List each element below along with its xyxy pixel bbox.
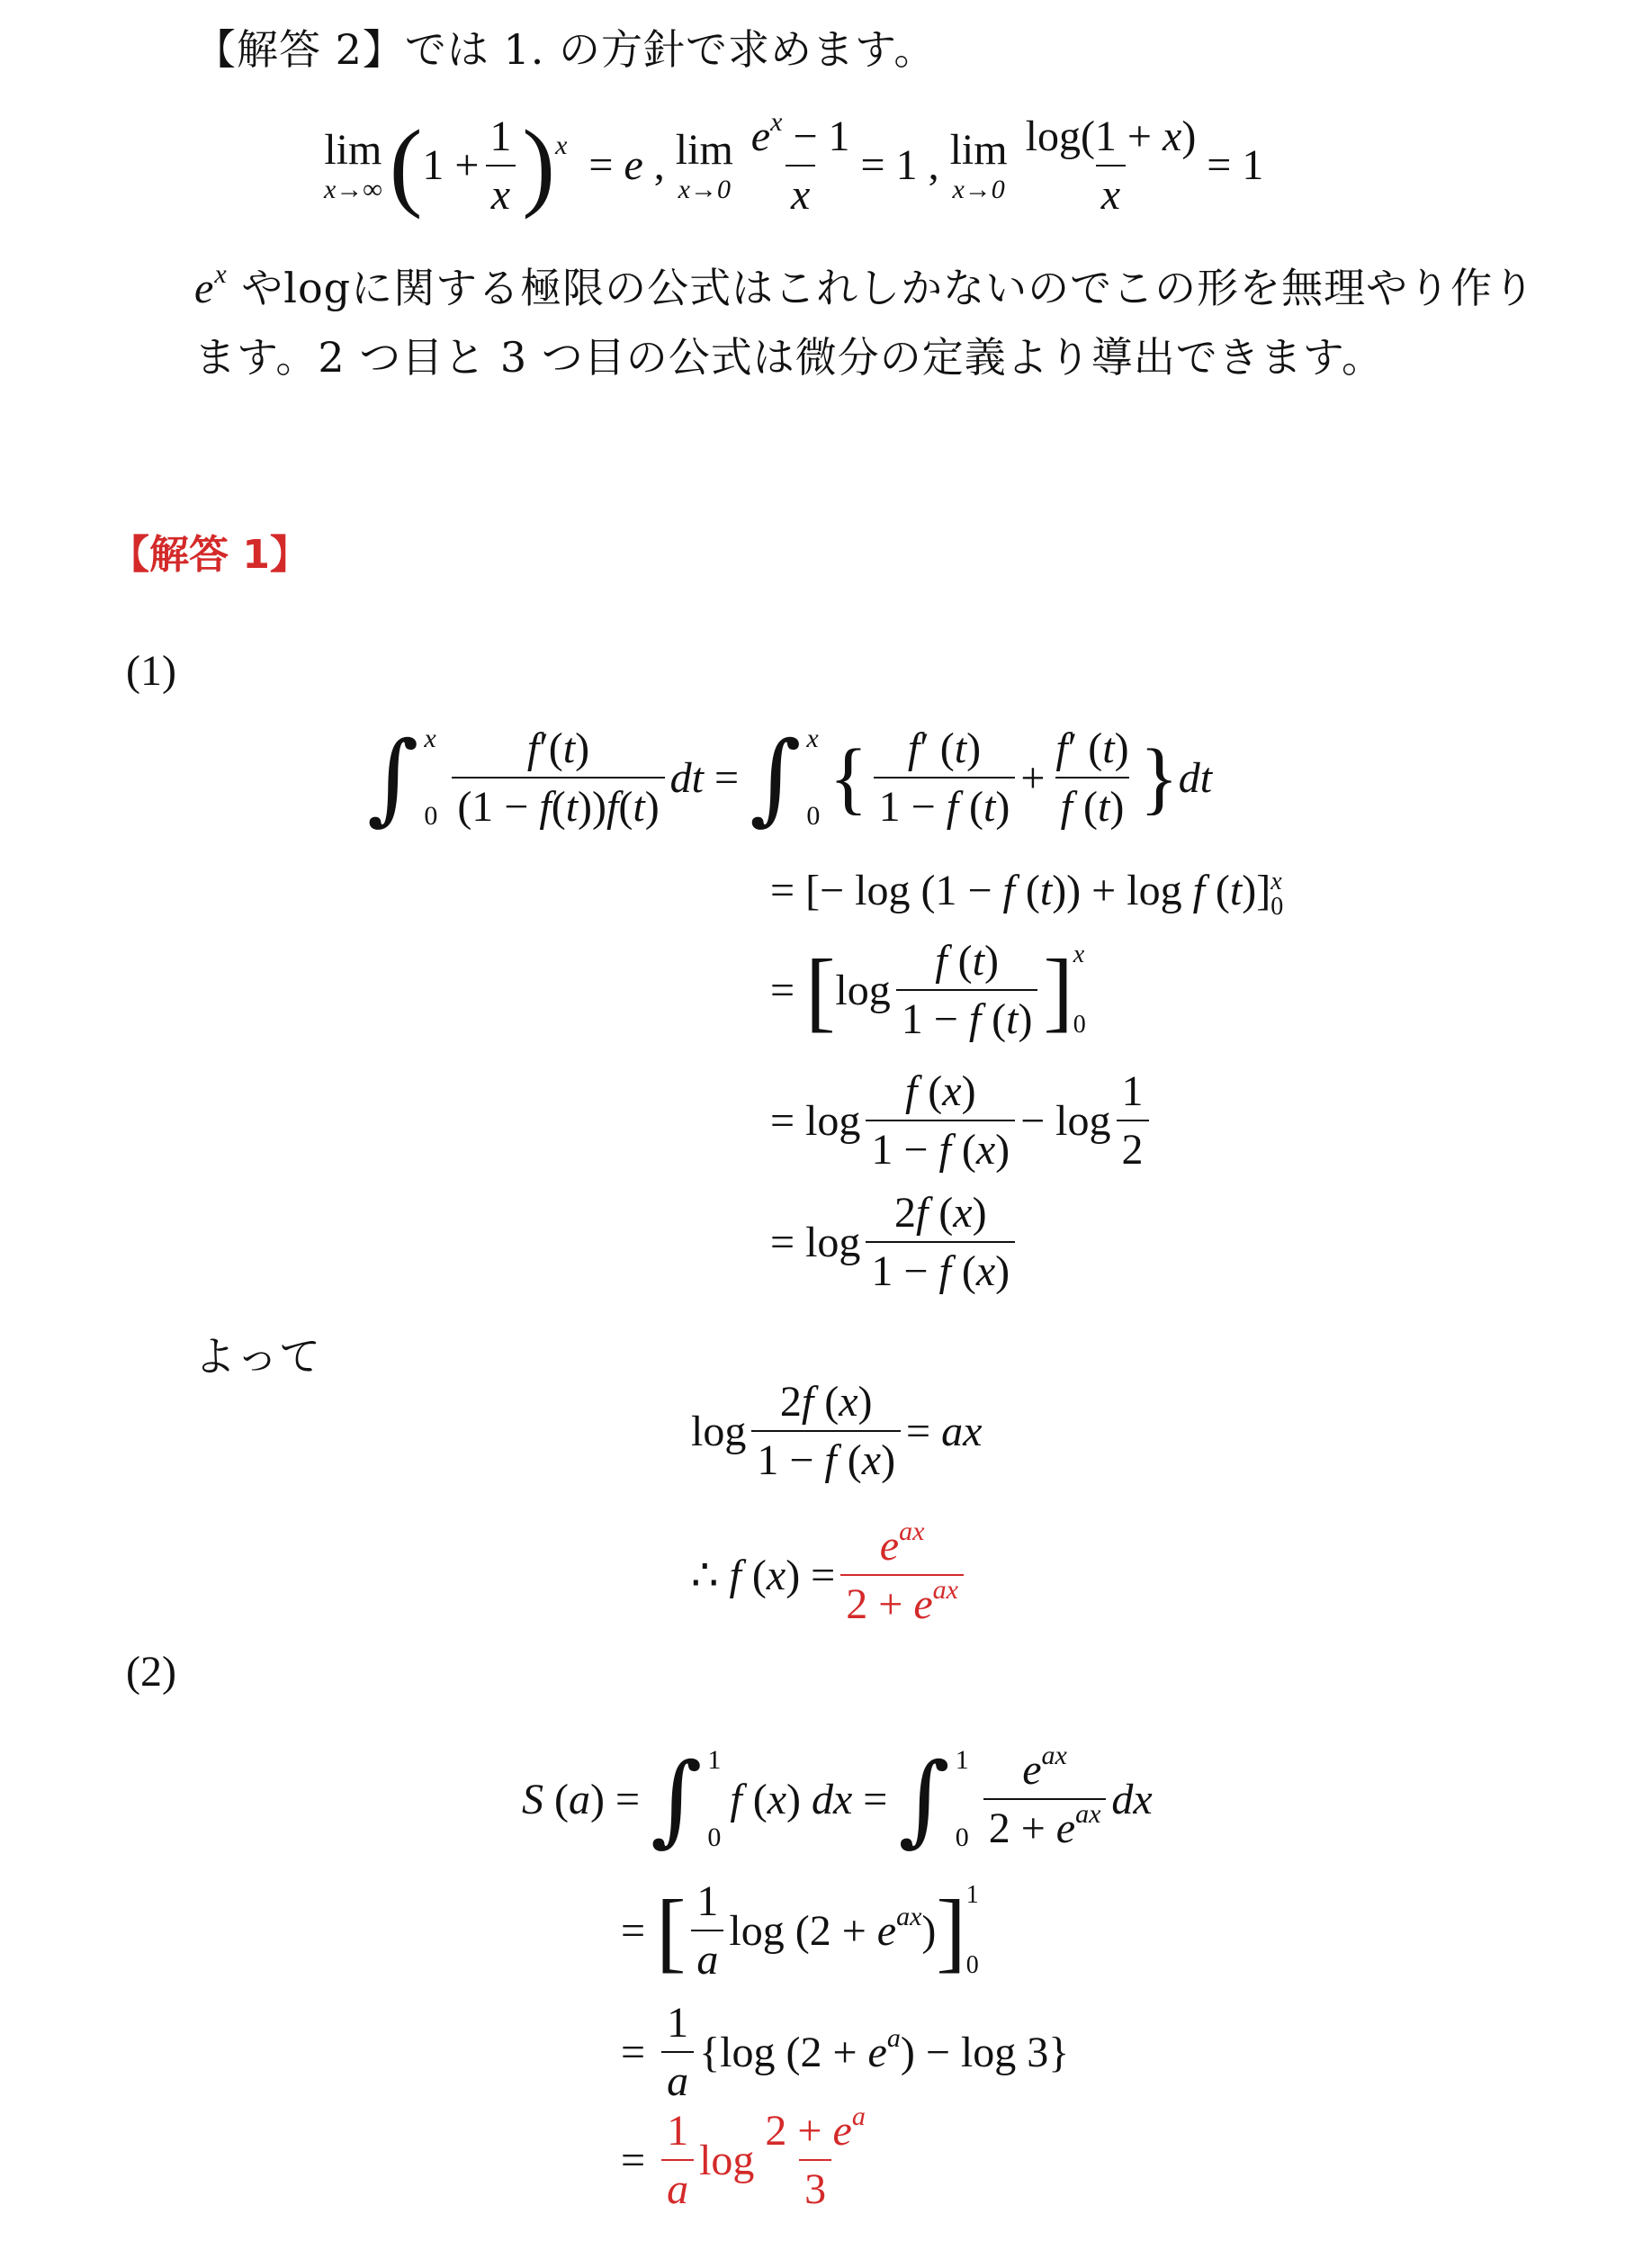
limit-2: lim x→0 (675, 126, 733, 204)
intro-line-2: $e^x$ やlogに関する極限の公式はこれしかないのでこの形を無理やり作り (194, 259, 1536, 312)
eq-4-answer: = $\frac{1}{a}$ log $\frac{2 + e^a}{3}$ (621, 2102, 866, 2213)
eq-2: log $\frac{2f (x)}{1 - f (x)}$ = ax (691, 1378, 983, 1484)
yotte-text: よって (194, 1332, 321, 1381)
part-2-label: (2) (126, 1648, 176, 1696)
limit-3: lim x→0 (949, 126, 1008, 204)
eq-1-line-5: = log $\frac{2f (x)}{1 - f (x)}$ (770, 1188, 1020, 1296)
eq-4-line-3: = $\frac{1}{a}$ {log $(2 + e^a) - \log 3$} (621, 1999, 1070, 2105)
eq-1-line-1: ∫ x 0 $\frac{f'(t)}{(1 - f(t))f(t)}$ dt = ∫ x 0 { $\frac{f' (t)}{1 - f (t)}$ + $\frac{f' (t)}{f (t)}$ } dt (367, 720, 1213, 835)
intro-line-1: 【解答 2】では 1. の方針で求めます。 (194, 25, 937, 74)
eq-1-line-3: = [ log $\frac{f (t)}{1 - f (t)}$ ] x 0 (770, 937, 1086, 1043)
limit-1: lim x→∞ (324, 126, 382, 204)
intro-line-3: ます。2 つ目と 3 つ目の公式は微分の定義より導出できます。 (194, 333, 1385, 382)
answer-heading: 【解答 1】 (110, 532, 310, 578)
eq-4-line-1: S (a) = ∫ 1 0 f (x) dx = ∫ 1 0 $\frac{e^{ax}}{2 + e^{ax}}$ dx (522, 1741, 1153, 1857)
eq-1-line-2: = [− log (1 − f (t)) + log f (t)] x 0 (770, 867, 1284, 921)
limit-formulas: lim x→∞ ( 1 + $\frac{1}{x}$ ) x = e , lim x→0 $\frac{e^x - 1}{x}$ = 1 , lim x→0 $\frac{\log(1 + x)}{x}$ = 1 (324, 106, 1264, 220)
eq-3-answer: ∴ f (x) = $\frac{e^{ax}}{2 + e^{ax}}$ (691, 1521, 969, 1629)
eq-1-line-4: = log $\frac{f (x)}{1 - f (x)}$ − log $\frac{1}{2}$ (770, 1066, 1154, 1174)
eq-4-line-2: = [ $\frac{1}{a}$ $\log (2 + e^{ax})$ ] 1 0 (621, 1877, 979, 1984)
part-1-label: (1) (126, 647, 176, 695)
